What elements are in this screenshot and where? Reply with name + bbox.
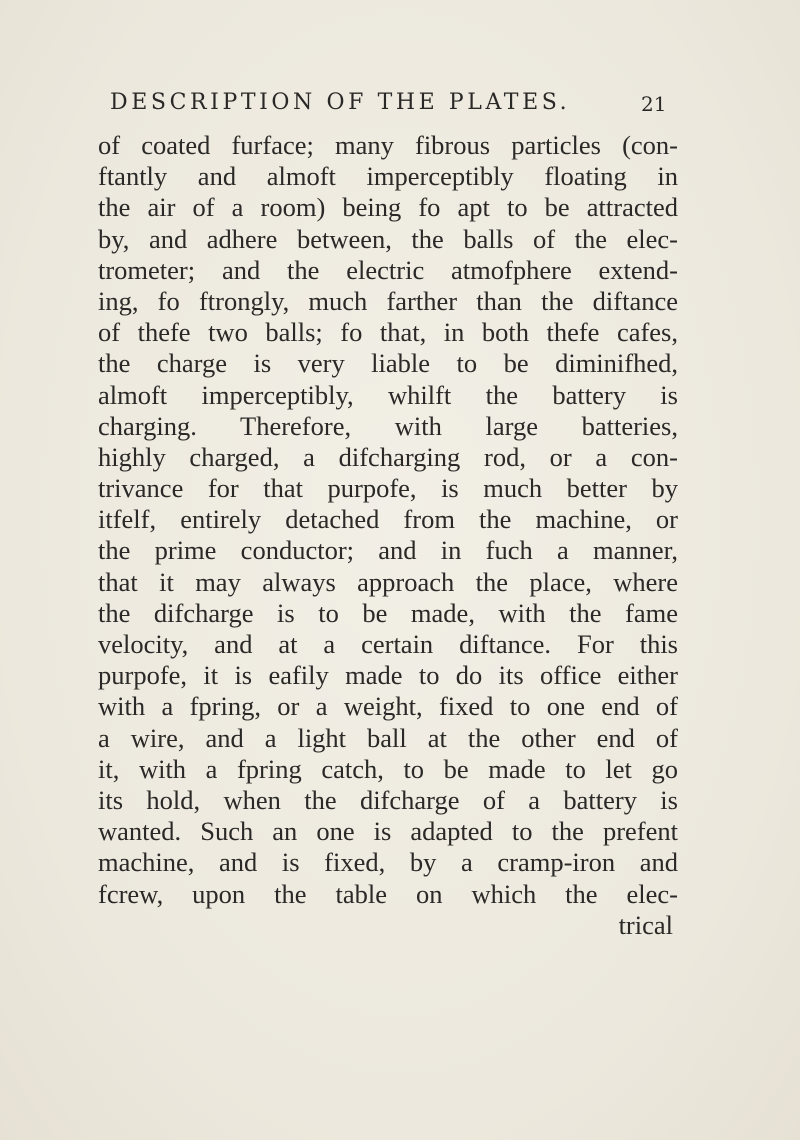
running-head: DESCRIPTION OF THE PLATES. bbox=[110, 90, 571, 115]
text-line: a wire, and a light ball at the other end of bbox=[98, 722, 678, 753]
text-line: purpofe, it is eafily made to do its office either bbox=[98, 660, 678, 691]
text-line: velocity, and at a certain diftance. For this bbox=[98, 629, 678, 659]
text-line: highly charged, a difcharging rod, or a con- bbox=[98, 441, 678, 472]
text-line: fcrew, upon the table on which the elec- bbox=[98, 878, 678, 909]
body-text bbox=[98, 130, 678, 941]
text-line: trometer; and the electric atmofphere extend- bbox=[98, 254, 678, 285]
text-line: machine, and is fixed, by a cramp-iron and bbox=[98, 847, 678, 878]
text-line: that it may always approach the place, where bbox=[98, 566, 678, 597]
text-line: charging. Therefore, with large batteries, bbox=[98, 410, 678, 441]
text-line: with a fpring, or a weight, fixed to one end of bbox=[98, 691, 678, 722]
text-line: the air of a room) being fo apt to be attracted bbox=[98, 192, 678, 223]
text-line: the prime conductor; and in fuch a manner, bbox=[98, 535, 678, 566]
text-line: its hold, when the difcharge of a battery is bbox=[98, 784, 678, 815]
text-line: of thefe two balls; fo that, in both thefe cafes, bbox=[98, 317, 678, 348]
text-line: it, with a fpring catch, to be made to let go bbox=[98, 753, 678, 784]
text-line: itfelf, entirely detached from the machine, or bbox=[98, 504, 678, 535]
text-line: the charge is very liable to be diminifhed, bbox=[98, 348, 678, 379]
page-number: 21 bbox=[641, 92, 667, 116]
text-line: almoft imperceptibly, whilft the battery is bbox=[98, 379, 678, 410]
text-line: wanted. Such an one is adapted to the prefent bbox=[98, 816, 678, 847]
text-line: trivance for that purpofe, is much better by bbox=[98, 473, 678, 504]
text-line: ftantly and almoft imperceptibly floating in bbox=[98, 161, 678, 192]
text-line: ing, fo ftrongly, much farther than the diftance bbox=[98, 285, 678, 316]
text-line: of coated furface; many fibrous particles (con- bbox=[98, 130, 678, 160]
catchword: trical bbox=[618, 909, 673, 940]
page-header bbox=[0, 90, 800, 120]
text-line: by, and adhere between, the balls of the elec- bbox=[98, 223, 678, 254]
text-line: the difcharge is to be made, with the fame bbox=[98, 597, 678, 628]
